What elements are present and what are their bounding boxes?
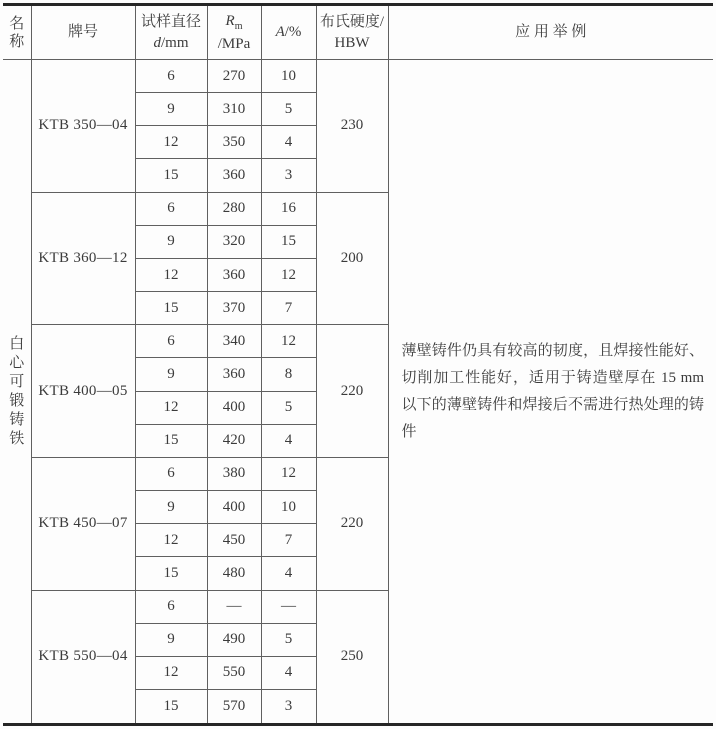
elongation-value: 3 [261, 159, 316, 192]
diameter-value: 9 [135, 358, 207, 391]
rm-value: 270 [207, 60, 261, 93]
rm-value: 360 [207, 159, 261, 192]
rm-value: 400 [207, 391, 261, 424]
elongation-value: 4 [261, 656, 316, 689]
rm-symbol: R [225, 13, 235, 30]
grade-cell: KTB 550—04 [31, 590, 135, 725]
diameter-value: 15 [135, 424, 207, 457]
diameter-value: 15 [135, 159, 207, 192]
rm-value: 380 [207, 457, 261, 490]
rm-value: 400 [207, 491, 261, 524]
grade-cell: KTB 360—12 [31, 192, 135, 325]
hardness-cell: 220 [316, 457, 388, 590]
rm-value: 570 [207, 689, 261, 724]
elongation-value: 12 [261, 258, 316, 291]
diameter-value: 15 [135, 292, 207, 325]
elongation-value: 4 [261, 126, 316, 159]
diameter-value: 6 [135, 590, 207, 623]
hardness-unit: HBW [334, 34, 370, 51]
diameter-value: 9 [135, 93, 207, 126]
elongation-value: 3 [261, 689, 316, 724]
elongation-value: 5 [261, 391, 316, 424]
grade-cell: KTB 350—04 [31, 60, 135, 193]
hardness-cell: 250 [316, 590, 388, 725]
diameter-unit-line [136, 33, 207, 53]
hardness-cell: 220 [316, 325, 388, 458]
rm-value: 340 [207, 325, 261, 358]
elongation-value: 7 [261, 292, 316, 325]
rm-value: 350 [207, 126, 261, 159]
elongation-value: 4 [261, 557, 316, 590]
rm-symbol-line [208, 11, 261, 34]
rm-value: 310 [207, 93, 261, 126]
elongation-value: 16 [261, 192, 316, 225]
hardness-cell: 200 [316, 192, 388, 325]
name-header-label: 名称 [9, 15, 25, 50]
col-header-grade: 牌号 [31, 5, 135, 60]
elongation-value: 5 [261, 623, 316, 656]
elongation-value: 12 [261, 457, 316, 490]
elongation-value: 15 [261, 225, 316, 258]
rm-value: 480 [207, 557, 261, 590]
rm-value: 490 [207, 623, 261, 656]
diameter-value: 9 [135, 623, 207, 656]
elongation-value: 7 [261, 524, 316, 557]
col-header-diameter [135, 5, 207, 60]
application-cell [388, 60, 713, 725]
grade-cell: KTB 400—05 [31, 325, 135, 458]
elongation-symbol: A [275, 24, 285, 41]
diameter-value: 12 [135, 126, 207, 159]
elongation-value: 12 [261, 325, 316, 358]
rm-value: 360 [207, 358, 261, 391]
rm-value: — [207, 590, 261, 623]
rm-value: 420 [207, 424, 261, 457]
header-row [3, 5, 713, 60]
diameter-value: 9 [135, 491, 207, 524]
rm-value: 280 [207, 192, 261, 225]
application-text: 薄壁铸件仍具有较高的韧度，且焊接性能好、切削加工性能好，适用于铸造壁厚在 15 mm 以下的薄壁铸件和焊接后不需进行热处理的铸件 [401, 342, 704, 440]
elongation-value: 10 [261, 60, 316, 93]
elongation-value: — [261, 590, 316, 623]
hardness-title: 布氏硬度/ [319, 14, 385, 31]
grade-cell: KTB 450—07 [31, 457, 135, 590]
diameter-value: 12 [135, 258, 207, 291]
diameter-title: 试样直径 [140, 14, 201, 31]
diameter-value: 15 [135, 689, 207, 724]
material-name-cell [3, 60, 31, 725]
elongation-value: 5 [261, 93, 316, 126]
diameter-symbol: d [153, 34, 161, 51]
col-header-hardness [316, 5, 388, 60]
diameter-unit: /mm [160, 34, 189, 51]
diameter-value: 15 [135, 557, 207, 590]
material-spec-table [3, 3, 713, 726]
rm-value: 320 [207, 225, 261, 258]
hardness-cell: 230 [316, 60, 388, 193]
material-name-vertical: 白心可锻铸铁 [9, 335, 25, 447]
col-header-application: 应 用 举 例 [388, 5, 713, 60]
elongation-unit: /% [284, 24, 302, 41]
rm-unit: /MPa [217, 35, 251, 52]
rm-value: 360 [207, 258, 261, 291]
elongation-value: 10 [261, 491, 316, 524]
elongation-value: 4 [261, 424, 316, 457]
rm-value: 450 [207, 524, 261, 557]
col-header-rm [207, 5, 261, 60]
rm-value: 370 [207, 292, 261, 325]
diameter-value: 12 [135, 524, 207, 557]
rm-value: 550 [207, 656, 261, 689]
elongation-value: 8 [261, 358, 316, 391]
diameter-value: 6 [135, 60, 207, 93]
table-row [3, 60, 713, 93]
diameter-value: 12 [135, 656, 207, 689]
diameter-value: 12 [135, 391, 207, 424]
diameter-value: 6 [135, 325, 207, 358]
diameter-value: 6 [135, 457, 207, 490]
diameter-value: 9 [135, 225, 207, 258]
col-header-name [3, 5, 31, 60]
diameter-value: 6 [135, 192, 207, 225]
col-header-elongation [261, 5, 316, 60]
rm-subscript: m [234, 21, 243, 33]
